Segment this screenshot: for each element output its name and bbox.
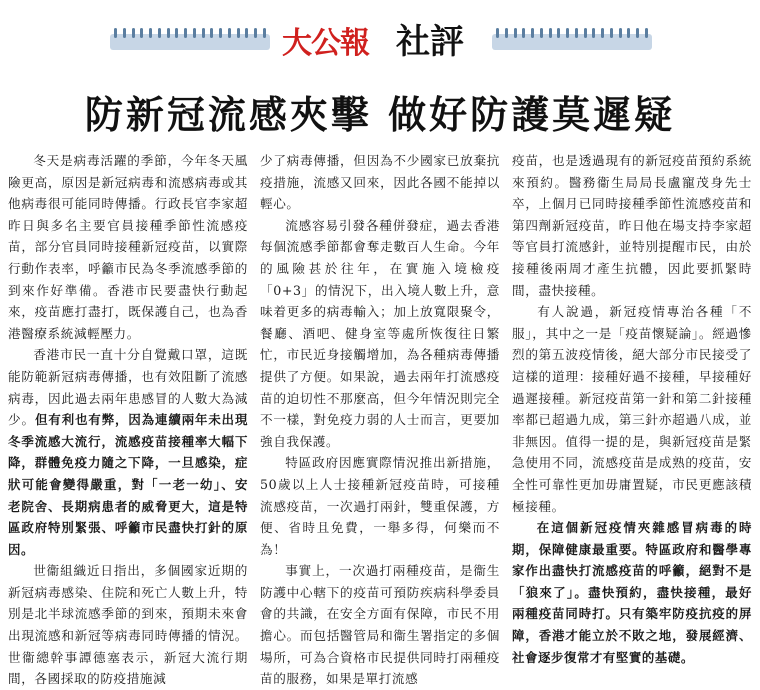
paragraph: 世衞組織近日指出，多個國家近期的新冠病毒感染、住院和死亡人數上升，特別是北半球流感季節的到來，預期未來會出現流感和新冠等病毒同時傳播的情況。世衞總幹事譚德塞表示，新冠大流行期間，各國採取的防疫措施減 (8, 563, 248, 687)
column-2 (260, 150, 500, 687)
paragraph: 有人說過，新冠疫情專治各種「不服」，其中之一是「疫苗懷疑論」。經過慘烈的第五波疫情後，絕大部分市民接受了這樣的道理：接種好過不接種，早接種好過遲接種。新冠疫苗第一針和第二針接種率都已超過九成，第三針亦超過八成，並非無因。值得一提的是，與新冠疫苗是緊急使用不同，流感疫苗是成熟的疫苗，安全性可靠性更加毋庸置疑，市民更應該積極接種。 (512, 304, 752, 514)
column-1 (8, 150, 249, 687)
decorative-rule-left (110, 34, 270, 50)
paragraph: 特區政府因應實際情況推出新措施，50歲以上人士接種新冠疫苗時，可接種流感疫苗，一次過打兩針，雙重保護，方便、省時且免費，一舉多得，何樂而不為！ (260, 455, 500, 557)
decorative-rule-right (492, 34, 652, 50)
paragraph-text: 香港市民一直十分自覺戴口罩，這既能防範新冠病毒傳播，也有效阻斷了流感病毒，因此過去兩年患感冒的人數大為減少。 (8, 347, 248, 428)
paragraph: 少了病毒傳播，但因為不少國家已放棄抗疫措施，流感又回來，因此各國不能掉以輕心。 (260, 153, 500, 212)
section-label: 社評 (396, 22, 464, 62)
paragraph: 事實上，一次過打兩種疫苗，是衞生防護中心轄下的疫苗可預防疾病科學委員會的共識，在安全方面有保障，市民不用擔心。而包括醫管局和衞生署指定的多個場所，可為合資格市民提供同時打兩種疫苗的服務，如果是單打流感 (260, 563, 500, 687)
column-3 (512, 150, 752, 665)
masthead (0, 0, 760, 64)
article-body (8, 150, 752, 687)
article-headline: 防新冠流感夾擊 做好防護莫遲疑 (84, 93, 676, 137)
paragraph-bold-text: 但有利也有弊，因為連續兩年未出現冬季流感大流行，流感疫苗接種率大幅下降，群體免疫力隨之下降，一旦感染，症狀可能會變得嚴重，對「一老一幼」、安老院舍、長期病患者的威脅更大，這是特區政府特別緊張、呼籲市民盡快打針的原因。 (8, 412, 249, 557)
paragraph: 疫苗，也是透過現有的新冠疫苗預約系統來預約。醫務衞生局局長盧寵茂身先士卒，上個月已同時接種季節性流感疫苗和第四劑新冠疫苗，昨日他在場支持李家超等官員打流感針，並特別提醒市民，由於接種後兩周才產生抗體，因此要抓緊時間，盡快接種。 (512, 153, 752, 298)
paragraph (8, 344, 248, 560)
paragraph: 流感容易引發各種併發症，過去香港每個流感季節都會奪走數百人生命。今年的風險甚於往年，在實施入境檢疫「0+3」的情況下，出入境人數上升，意味着更多的病毒輸入；加上放寬限聚令，餐廳、酒吧、健身室等處所恢復往日繁忙，市民近身接觸增加，為各種病毒傳播提供了方便。如果說，過去兩年打流感疫苗的迫切性不那麼高，但今年情況則完全不一樣，對免疫力弱的人士而言，更要加強自我保護。 (260, 217, 500, 449)
paragraph: 冬天是病毒活躍的季節，今年冬天風險更高，原因是新冠病毒和流感病毒或其他病毒很可能同時傳播。行政長官李家超昨日與多名主要官員接種季節性流感疫苗，部分官員同時接種新冠疫苗，以實際行動作表率，呼籲市民為冬季流感季節的到來作好準備。香港市民要盡快行動起來，疫苗應打盡打，既保護自己，也為香港醫療系統減輕壓力。 (8, 153, 248, 341)
paragraph-bold: 在這個新冠疫情夾雜感冒病毒的時期，保障健康最重要。特區政府和醫學專家作出盡快打流感疫苗的呼籲，絕對不是「狼來了」。盡快預約，盡快接種，最好兩種疫苗同時打。只有築牢防疫抗疫的屏障，香港才能立於不敗之地，發展經濟、社會逐步復常才有堅實的基礎。 (512, 520, 752, 665)
newspaper-logo: 大公報 (282, 26, 369, 61)
